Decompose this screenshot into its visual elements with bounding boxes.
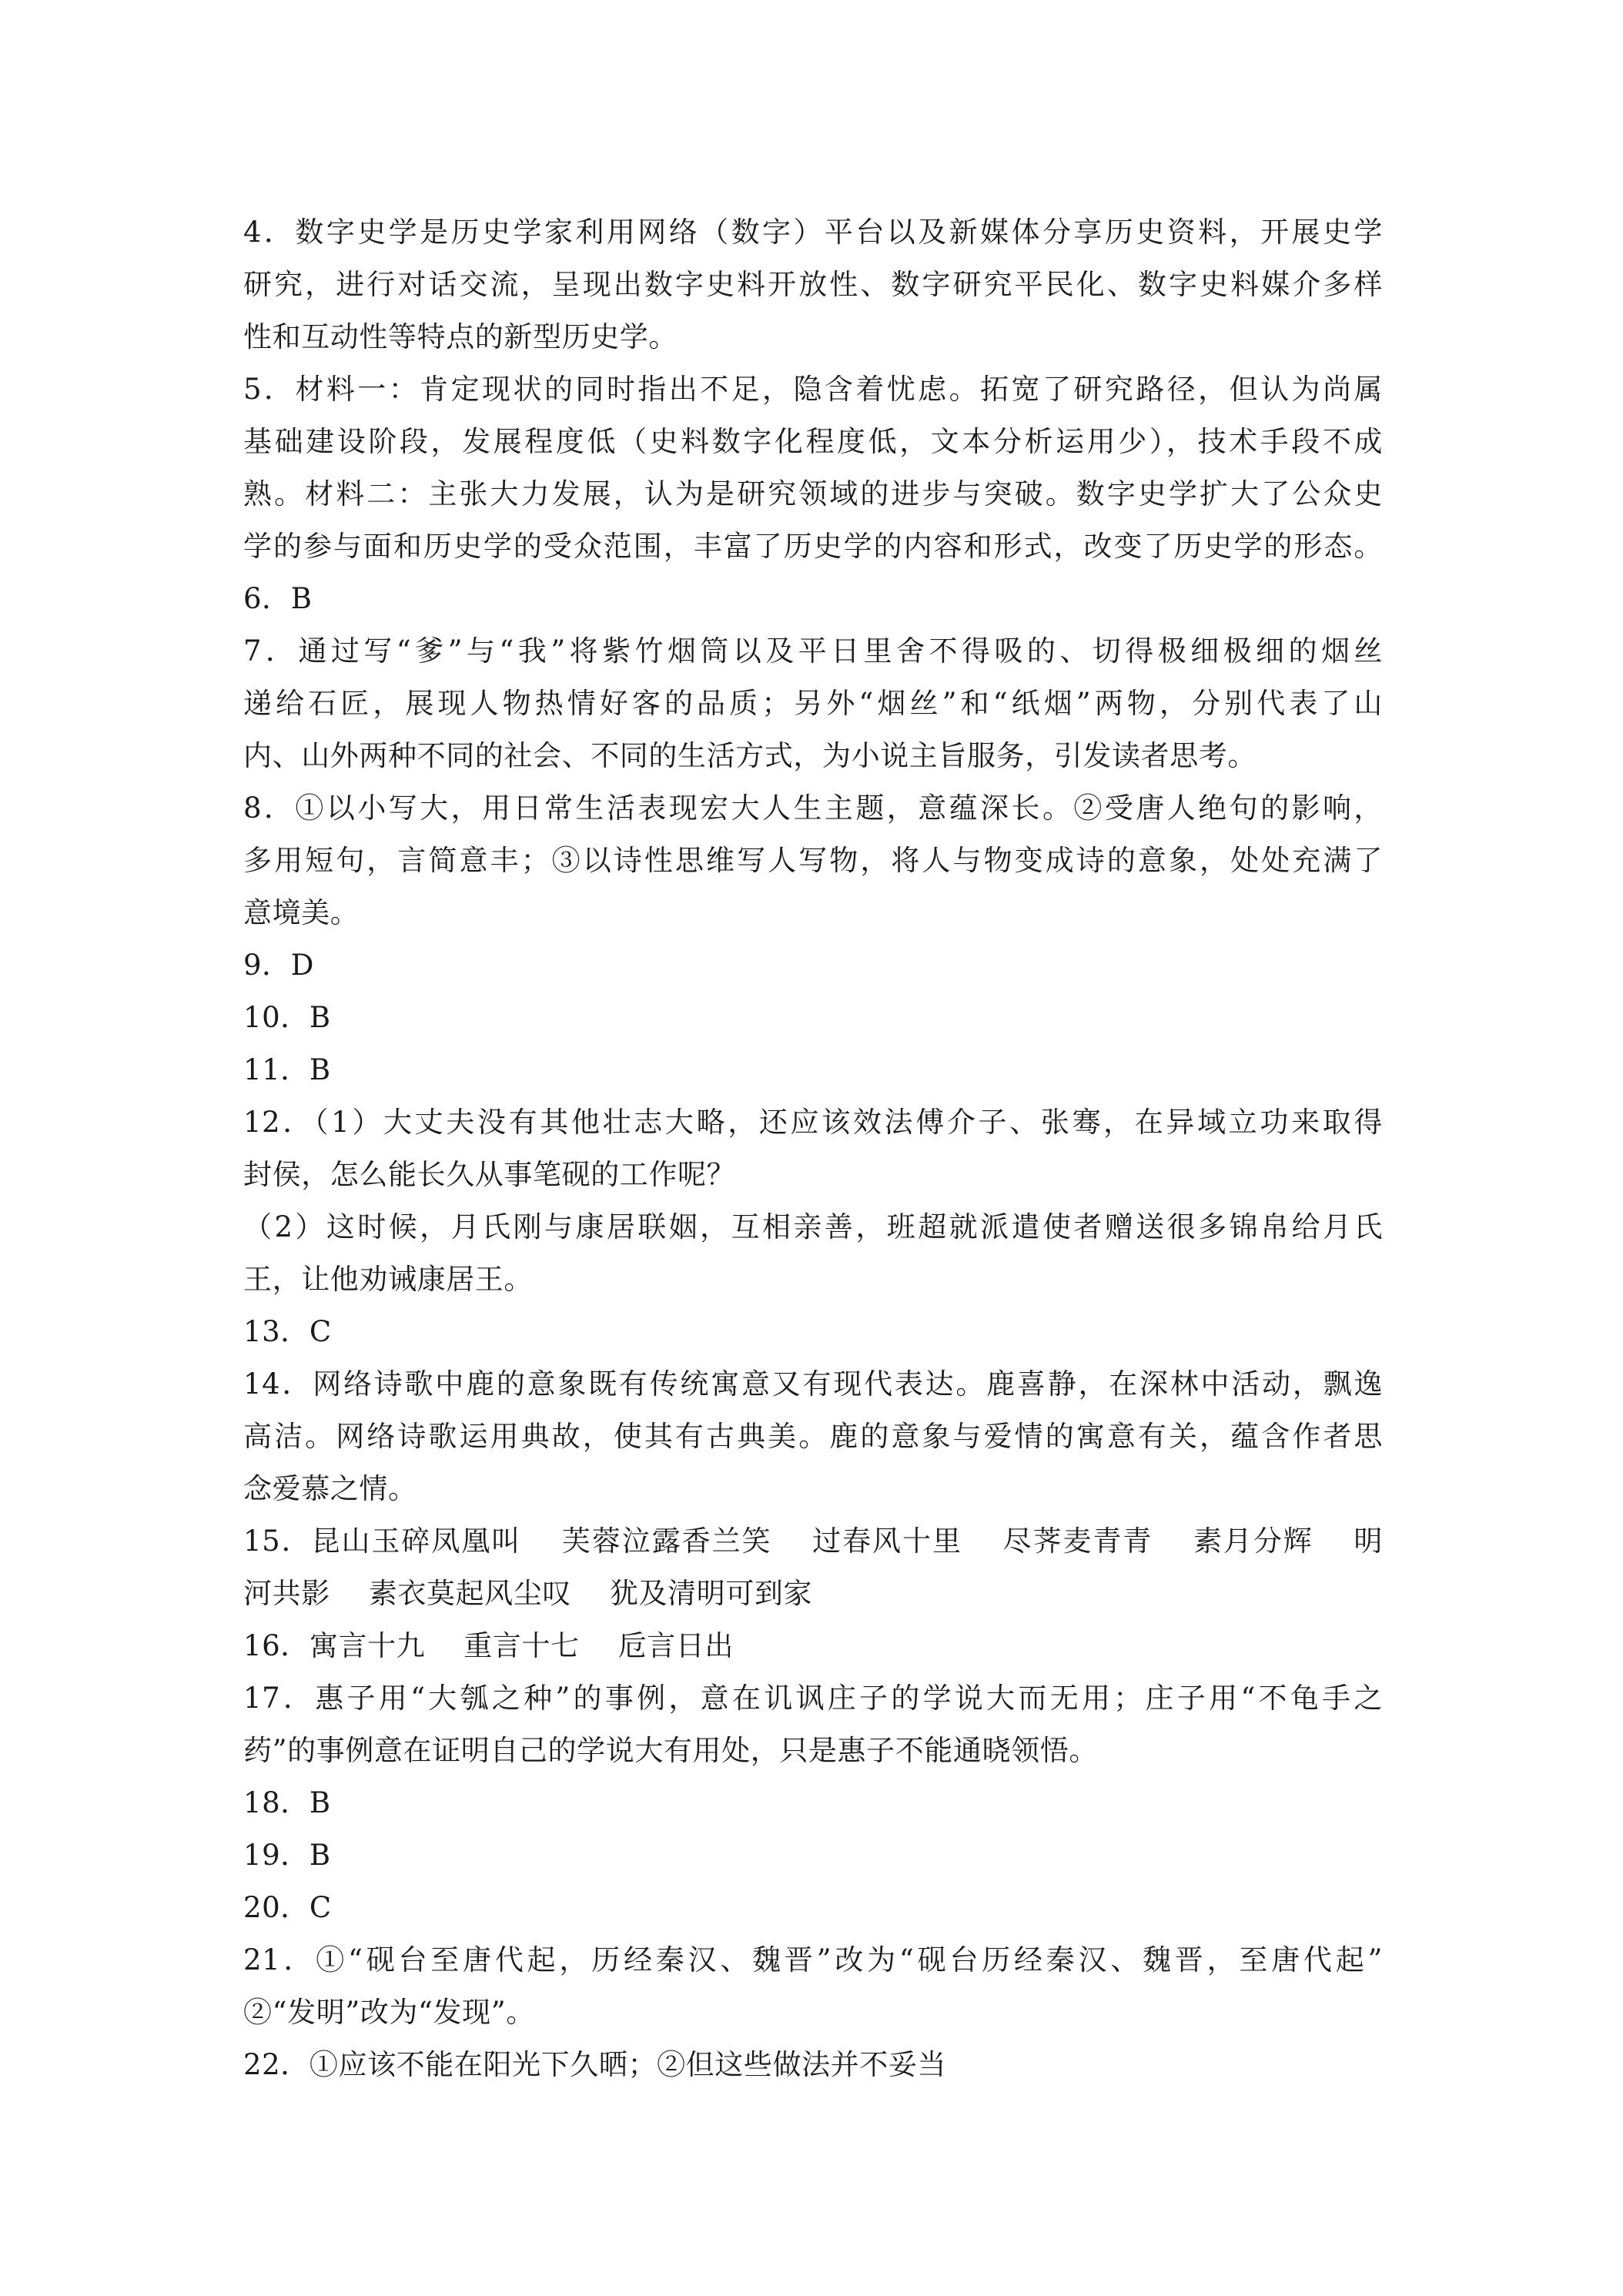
answer-5-line-2: 基础建设阶段，发展程度低（史料数字化程度低，文本分析运用少），技术手段不成 xyxy=(243,425,1383,458)
answer-12-line-3: （2）这时候，月氏刚与康居联姻，互相亲善，班超就派遣使者赠送很多锦帛给月氏 xyxy=(243,1210,1383,1243)
answer-4-line-1: 4．数字史学是历史学家利用网络（数字）平台以及新媒体分享历史资料，开展史学 xyxy=(243,216,1383,249)
answer-7-line-2: 递给石匠，展现人物热情好客的品质；另外“烟丝”和“纸烟”两物，分别代表了山 xyxy=(243,687,1383,720)
answer-5-line-4: 学的参与面和历史学的受众范围，丰富了历史学的内容和形式，改变了历史学的形态。 xyxy=(243,530,1383,563)
answer-4-line-2: 研究，进行对话交流，呈现出数字史料开放性、数字研究平民化、数字史料媒介多样 xyxy=(243,268,1383,301)
answer-15-line-2: 河共影 素衣莫起风尘叹 犹及清明可到家 xyxy=(243,1577,813,1610)
answer-15-line-1: 15．昆山玉碎凤凰叫 芙蓉泣露香兰笑 过春风十里 尽荠麦青青 素月分辉 明 xyxy=(243,1525,1383,1558)
answer-12-line-2: 封侯，怎么能长久从事笔砚的工作呢？ xyxy=(243,1158,736,1191)
answer-5-line-1: 5．材料一：肯定现状的同时指出不足，隐含着忧虑。拓宽了研究路径，但认为尚属 xyxy=(243,373,1383,406)
answer-14-line-1: 14．网络诗歌中鹿的意象既有传统寓意又有现代表达。鹿喜静，在深林中活动，飘逸 xyxy=(243,1367,1383,1401)
answer-21-line-1: 21．①“砚台至唐代起，历经秦汉、魏晋”改为“砚台历经秦汉、魏晋，至唐代起” xyxy=(243,1943,1383,1976)
answer-12-line-4: 王，让他劝诫康居王。 xyxy=(243,1263,533,1296)
answer-14-line-2: 高洁。网络诗歌运用典故，使其有古典美。鹿的意象与爱情的寓意有关，蕴含作者思 xyxy=(243,1420,1383,1453)
answer-19: 19．B xyxy=(243,1839,331,1872)
answer-9: 9．D xyxy=(243,949,315,982)
answer-17-line-2: 药”的事例意在证明自己的学说大有用处，只是惠子不能通晓领悟。 xyxy=(243,1734,1098,1767)
answer-10: 10．B xyxy=(243,1001,331,1034)
answer-17-line-1: 17．惠子用“大瓠之种”的事例，意在讥讽庄子的学说大而无用；庄子用“不龟手之 xyxy=(243,1682,1383,1715)
answer-7-line-3: 内、山外两种不同的社会、不同的生活方式，为小说主旨服务，引发读者思考。 xyxy=(243,739,1257,772)
answer-22: 22．①应该不能在阳光下久晒；②但这些做法并不妥当 xyxy=(243,2048,947,2081)
answer-11: 11．B xyxy=(243,1053,331,1086)
answer-16: 16．寓言十九 重言十七 卮言日出 xyxy=(243,1629,735,1662)
answer-6: 6．B xyxy=(243,582,313,615)
answer-key-text xyxy=(243,206,1383,2091)
answer-5-line-3: 熟。材料二：主张大力发展，认为是研究领域的进步与突破。数字史学扩大了公众史 xyxy=(243,477,1383,510)
answer-18: 18．B xyxy=(243,1786,331,1819)
answer-7-line-1: 7．通过写“爹”与“我”将紫竹烟筒以及平日里舍不得吸的、切得极细极细的烟丝 xyxy=(243,634,1383,668)
answer-20: 20．C xyxy=(243,1891,332,1924)
answer-8-line-2: 多用短句，言简意丰；③以诗性思维写人写物，将人与物变成诗的意象，处处充满了 xyxy=(243,844,1383,877)
answer-13: 13．C xyxy=(243,1315,332,1348)
answer-8-line-3: 意境美。 xyxy=(243,896,360,929)
answer-4-line-3: 性和互动性等特点的新型历史学。 xyxy=(243,320,678,353)
answer-8-line-1: 8．①以小写大，用日常生活表现宏大人生主题，意蕴深长。②受唐人绝句的影响， xyxy=(243,792,1383,825)
answer-21-line-2: ②“发明”改为“发现”。 xyxy=(243,1996,535,2029)
answer-14-line-3: 念爱慕之情。 xyxy=(243,1472,417,1505)
answer-12-line-1: 12．（1）大丈夫没有其他壮志大略，还应该效法傅介子、张骞，在异域立功来取得 xyxy=(243,1106,1383,1139)
